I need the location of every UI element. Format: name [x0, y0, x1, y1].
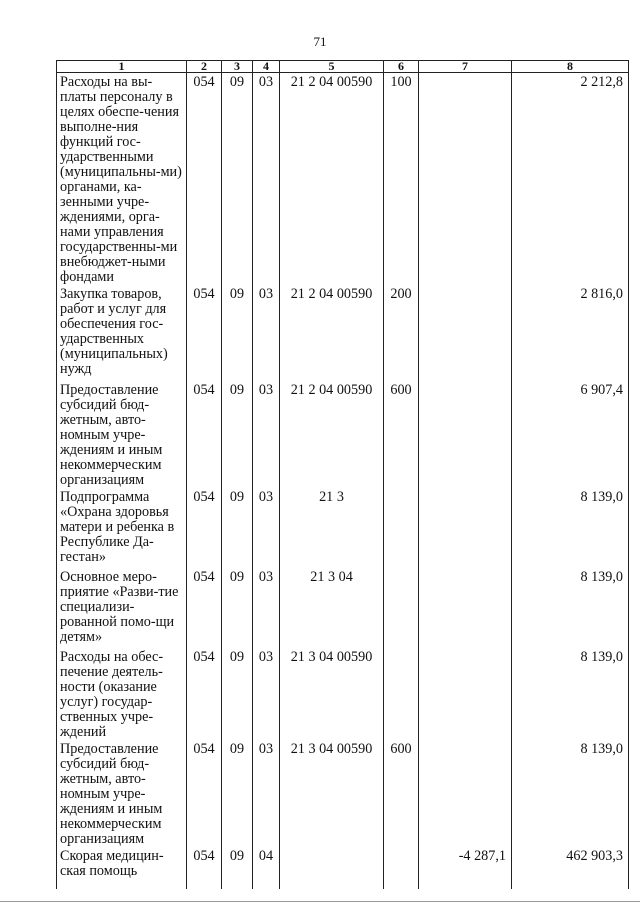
code-cell: 054 — [187, 648, 222, 740]
code-cell: 054 — [187, 73, 222, 286]
table-row — [57, 285, 629, 381]
amount-cell — [419, 740, 512, 847]
amount-cell: -4 287,1 — [419, 847, 512, 889]
amount-cell: 8 139,0 — [512, 648, 629, 740]
code-cell: 09 — [222, 648, 253, 740]
code-cell: 21 3 04 — [280, 568, 384, 648]
row-name-cell: Расходы на вы-платы персоналу в целях обеспе-чения выполне-ния функций гос-ударственными (муниципальны-ми) органами, ка-зенными учре-ждениями, орга-нами управления государственны-ми внебюджет-ными фондами — [57, 73, 187, 286]
code-cell: 21 3 04 00590 — [280, 740, 384, 847]
code-cell: 21 2 04 00590 — [280, 285, 384, 381]
column-header: 7 — [419, 61, 512, 73]
amount-cell — [419, 568, 512, 648]
amount-cell — [419, 381, 512, 488]
amount-cell: 8 139,0 — [512, 568, 629, 648]
code-cell: 09 — [222, 488, 253, 568]
amount-cell — [419, 73, 512, 286]
code-cell: 03 — [253, 73, 280, 286]
page-number: 71 — [313, 34, 327, 49]
row-name-cell: Предоставление субсидий бюд-жетным, авто-номным учре-ждениям и иным некоммерческим организациям — [57, 740, 187, 847]
table-row — [57, 740, 629, 847]
amount-cell: 8 139,0 — [512, 488, 629, 568]
row-name-cell: Скорая медицин-ская помощь — [57, 847, 187, 889]
column-header: 4 — [253, 61, 280, 73]
table-row — [57, 847, 629, 889]
amount-cell: 8 139,0 — [512, 740, 629, 847]
row-name-cell: Предоставление субсидий бюд-жетным, авто-номным учре-ждениям и иным некоммерческим организациям — [57, 381, 187, 488]
column-header: 2 — [187, 61, 222, 73]
code-cell: 054 — [187, 488, 222, 568]
code-cell: 09 — [222, 381, 253, 488]
row-name-cell: Закупка товаров, работ и услуг для обеспечения гос-ударственных (муниципальных) нужд — [57, 285, 187, 381]
amount-cell — [419, 285, 512, 381]
code-cell: 03 — [253, 381, 280, 488]
code-cell — [384, 568, 419, 648]
code-cell: 600 — [384, 740, 419, 847]
column-header: 5 — [280, 61, 384, 73]
row-name-cell: Подпрограмма «Охрана здоровья матери и ребенка в Республике Да-гестан» — [57, 488, 187, 568]
code-cell: 03 — [253, 648, 280, 740]
budget-table — [56, 60, 629, 889]
table-row — [57, 648, 629, 740]
code-cell: 04 — [253, 847, 280, 889]
amount-cell: 2 816,0 — [512, 285, 629, 381]
code-cell — [384, 847, 419, 889]
code-cell: 100 — [384, 73, 419, 286]
code-cell: 03 — [253, 285, 280, 381]
code-cell: 09 — [222, 568, 253, 648]
code-cell: 09 — [222, 740, 253, 847]
code-cell: 200 — [384, 285, 419, 381]
column-header: 3 — [222, 61, 253, 73]
code-cell: 03 — [253, 740, 280, 847]
column-header: 1 — [57, 61, 187, 73]
code-cell: 054 — [187, 285, 222, 381]
amount-cell — [419, 488, 512, 568]
column-header: 8 — [512, 61, 629, 73]
code-cell — [384, 488, 419, 568]
code-cell: 21 2 04 00590 — [280, 73, 384, 286]
code-cell: 03 — [253, 488, 280, 568]
code-cell: 21 3 04 00590 — [280, 648, 384, 740]
code-cell: 09 — [222, 847, 253, 889]
amount-cell: 462 903,3 — [512, 847, 629, 889]
code-cell: 600 — [384, 381, 419, 488]
amount-cell: 2 212,8 — [512, 73, 629, 286]
table-row — [57, 488, 629, 568]
code-cell: 054 — [187, 847, 222, 889]
page-edge-line — [0, 901, 640, 902]
code-cell: 03 — [253, 568, 280, 648]
amount-cell: 6 907,4 — [512, 381, 629, 488]
code-cell: 09 — [222, 285, 253, 381]
code-cell: 054 — [187, 740, 222, 847]
row-name-cell: Основное меро-приятие «Разви-тие специализи-рованной помо-щи детям» — [57, 568, 187, 648]
table-row — [57, 381, 629, 488]
table-header-row — [57, 61, 629, 73]
code-cell: 054 — [187, 568, 222, 648]
table-row — [57, 73, 629, 286]
code-cell: 21 3 — [280, 488, 384, 568]
code-cell — [384, 648, 419, 740]
row-name-cell: Расходы на обес-печение деятель-ности (оказание услуг) государ-ственных учре-ждений — [57, 648, 187, 740]
column-header: 6 — [384, 61, 419, 73]
code-cell — [280, 847, 384, 889]
amount-cell — [419, 648, 512, 740]
code-cell: 21 2 04 00590 — [280, 381, 384, 488]
code-cell: 054 — [187, 381, 222, 488]
code-cell: 09 — [222, 73, 253, 286]
table-row — [57, 568, 629, 648]
